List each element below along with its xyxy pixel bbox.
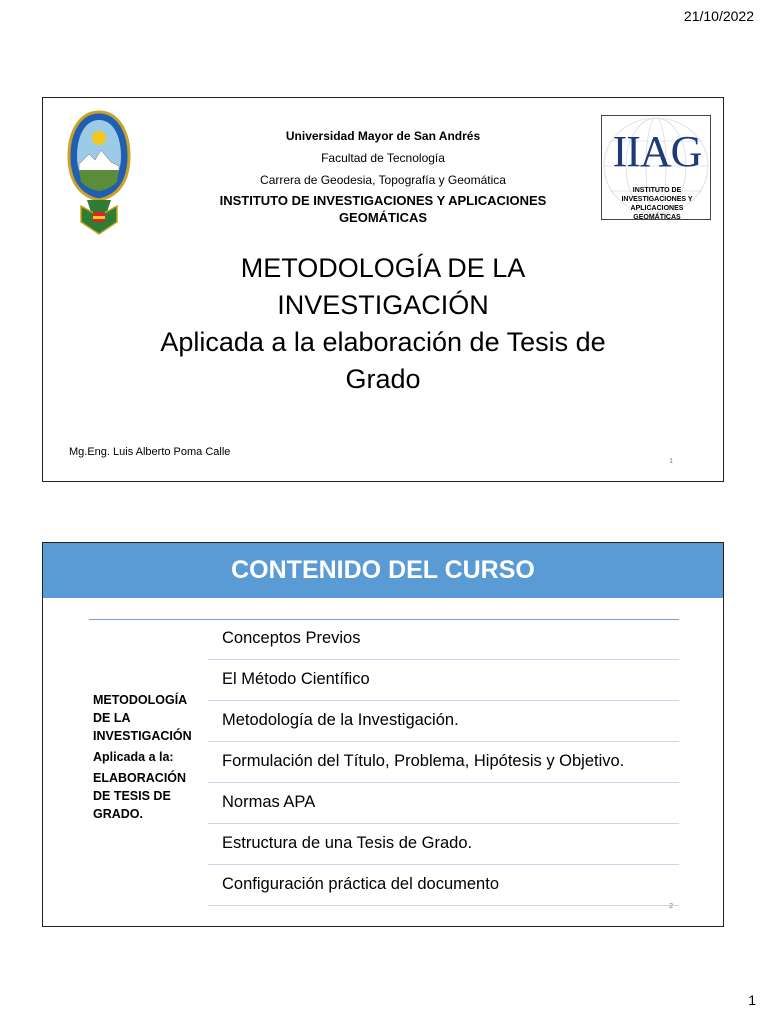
slide-number: 1 — [669, 458, 673, 465]
label-line-1: METODOLOGÍA — [93, 693, 188, 707]
university-seal-icon — [67, 108, 131, 238]
university-name: Universidad Mayor de San Andrés — [285, 129, 481, 143]
slide-title: CONTENIDO DEL CURSO — [43, 543, 723, 598]
logo-letters: IIAG — [612, 127, 702, 176]
page-date: 21/10/2022 — [683, 8, 754, 24]
title-line-1: METODOLOGÍA DE LA — [240, 253, 526, 283]
label-line-2: DE LA — [93, 711, 131, 725]
logo-subtitle-line-2: APLICACIONES GEOMÁTICAS — [630, 205, 684, 220]
label-line-6: GRADO. — [93, 807, 143, 821]
list-item: Conceptos Previos — [208, 619, 679, 660]
label-line-3: INVESTIGACIÓN — [93, 729, 192, 743]
iiag-logo — [601, 115, 711, 220]
list-item: Metodología de la Investigación. — [208, 701, 679, 742]
label-line-5: DE TESIS DE — [93, 789, 171, 803]
course-label — [93, 693, 213, 825]
slide-1 — [42, 97, 724, 482]
title-line-3: Aplicada a la elaboración de Tesis de — [160, 327, 606, 357]
list-item: El Método Científico — [208, 660, 679, 701]
title-line-4: Grado — [345, 364, 421, 394]
label-subheading: Aplicada a la: — [93, 750, 174, 764]
list-item: Formulación del Título, Problema, Hipótesis y Objetivo. — [208, 742, 679, 783]
faculty-name: Facultad de Tecnología — [321, 151, 445, 165]
institute-name: INSTITUTO DE INVESTIGACIONES Y APLICACIONES GEOMÁTICAS — [219, 193, 547, 225]
title-line-2: INVESTIGACIÓN — [277, 290, 489, 320]
list-item: Configuración práctica del documento — [208, 865, 679, 906]
list-item: Normas APA — [208, 783, 679, 824]
list-item: Estructura de una Tesis de Grado. — [208, 824, 679, 865]
label-line-4: ELABORACIÓN — [93, 771, 187, 785]
slide-number: 2 — [669, 903, 673, 910]
author-name: Mg.Eng. Luis Alberto Poma Calle — [69, 446, 231, 458]
institution-header — [183, 128, 583, 226]
presentation-title — [83, 250, 683, 398]
page-number: 1 — [748, 992, 756, 1008]
topic-list — [208, 619, 679, 906]
career-name: Carrera de Geodesia, Topografía y Geomática — [260, 173, 506, 187]
logo-subtitle — [607, 186, 707, 220]
slide-2 — [42, 542, 724, 927]
logo-subtitle-line-1: INSTITUTO DE INVESTIGACIONES Y — [621, 187, 693, 203]
